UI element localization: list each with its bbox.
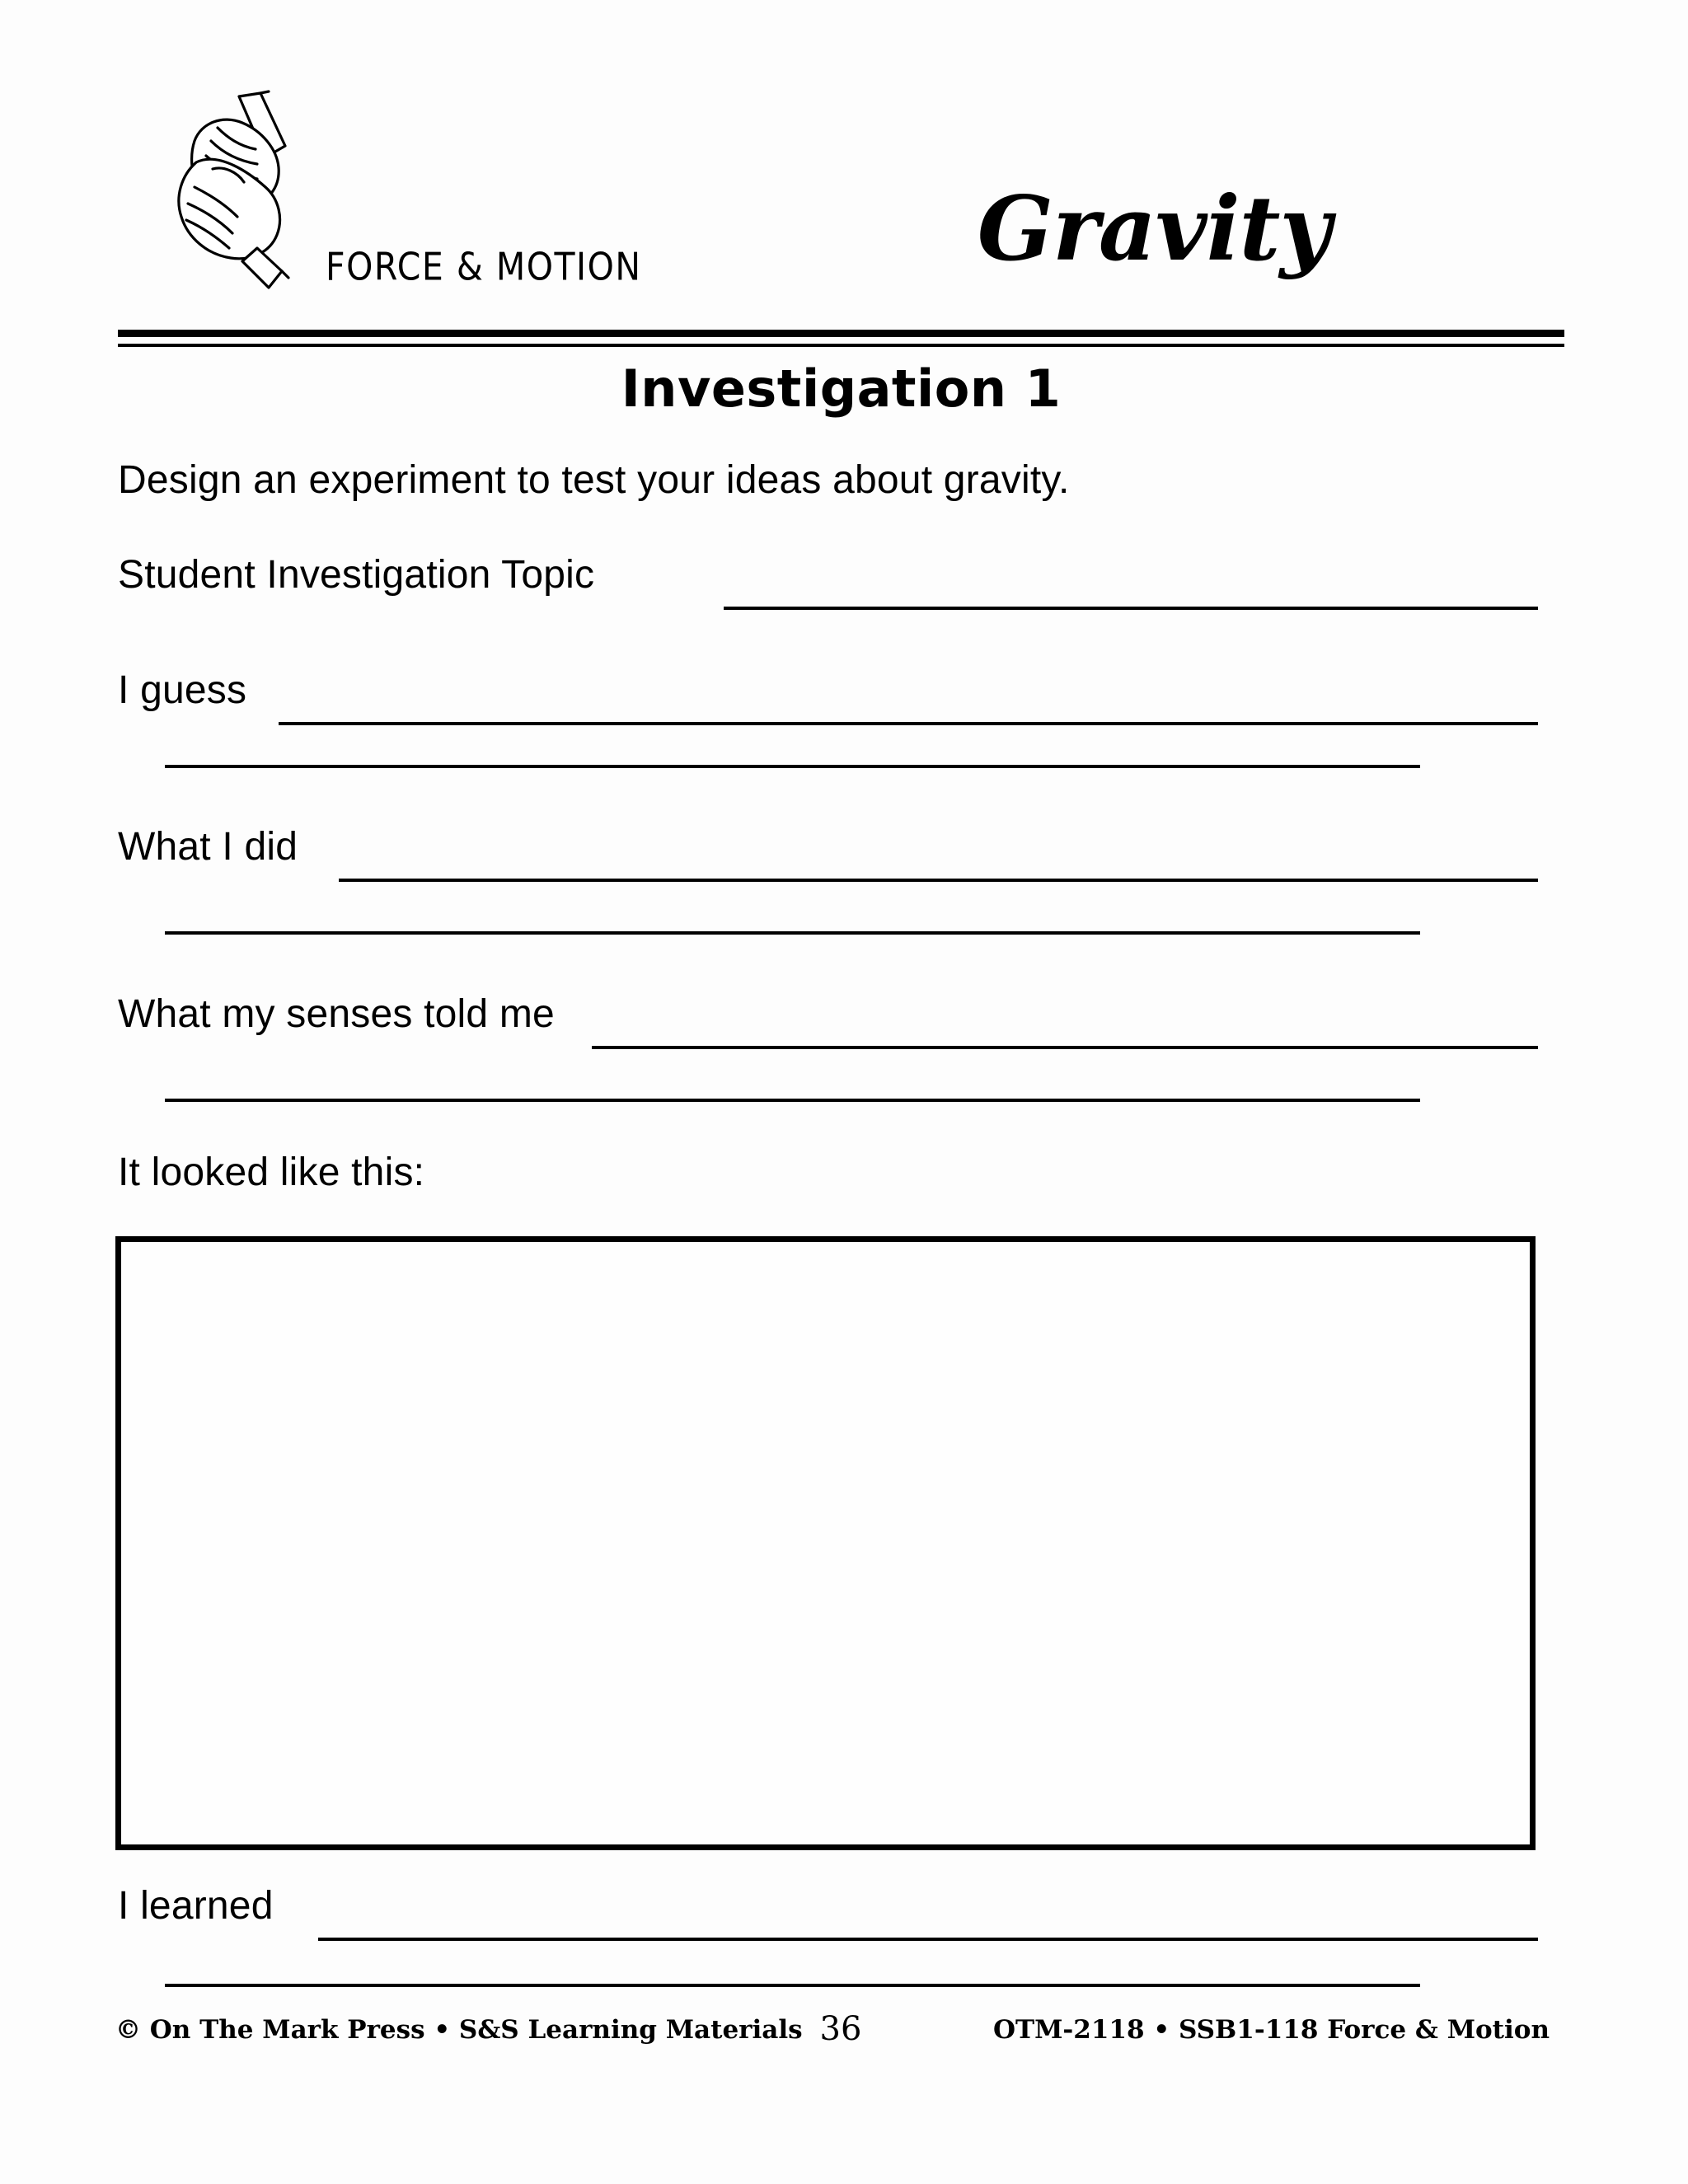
clasped-hands-icon [115,87,330,301]
write-line[interactable] [318,1938,1538,1941]
drawing-area[interactable] [115,1236,1536,1850]
write-line[interactable] [279,722,1538,725]
field-i-guess [118,668,1538,725]
write-line-continued[interactable] [165,1099,1420,1102]
field-what-my-senses-told-me [118,991,1538,1049]
brand-label: FORCE & MOTION [326,245,642,289]
write-line[interactable] [592,1046,1538,1049]
field-label: I guess [118,668,247,712]
page-number: 36 [819,2010,862,2048]
footer-copyright: © On The Mark Press • S&S Learning Materials [115,2015,803,2045]
field-it-looked-like-this [118,1150,860,1207]
header-rule-thin [118,344,1564,347]
write-line-continued[interactable] [165,931,1420,935]
footer-product-code: OTM-2118 • SSB1-118 Force & Motion [993,2015,1550,2045]
intro-text: Design an experiment to test your ideas about gravity. [118,458,1070,502]
page-header [115,78,1566,317]
field-i-learned [118,1883,1538,1941]
section-title: Investigation 1 [621,359,1062,419]
page-footer [115,2010,1566,2056]
page-title: Gravity [977,177,1331,281]
field-label: It looked like this: [118,1151,425,1194]
write-line-continued[interactable] [165,1984,1420,1987]
write-line-continued[interactable] [165,765,1420,768]
field-label: What my senses told me [118,992,555,1036]
field-label: Student Investigation Topic [118,553,595,597]
header-rule-thick [118,330,1564,337]
field-label: What I did [118,825,298,869]
write-line[interactable] [339,879,1538,882]
field-what-i-did [118,824,1538,882]
write-line[interactable] [724,607,1538,610]
field-student-investigation-topic [118,552,1538,610]
field-label: I learned [118,1884,274,1928]
